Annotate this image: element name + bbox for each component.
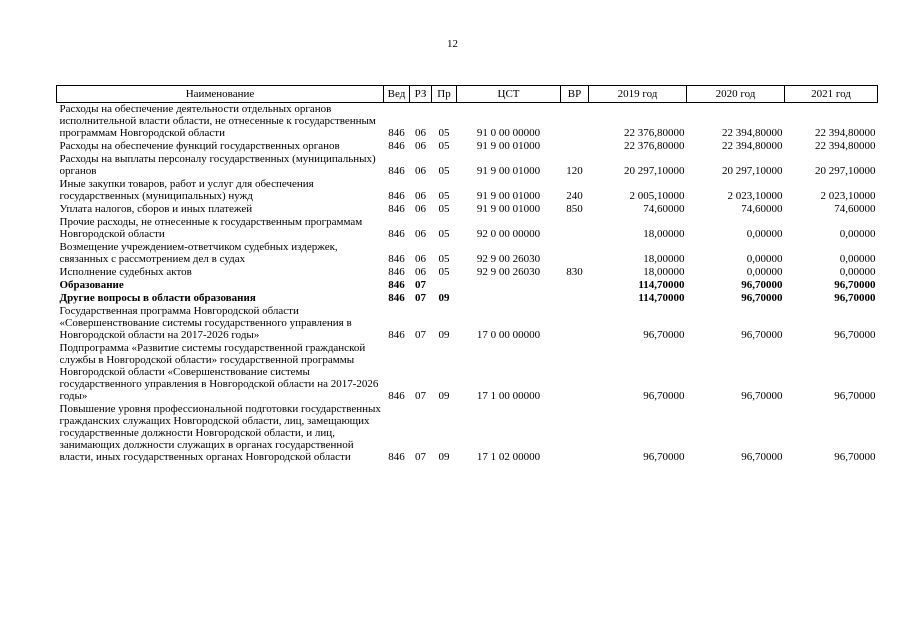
row-vr-cell: 850: [566, 203, 583, 215]
row-2020-cell: 22 394,80000: [722, 140, 783, 152]
row-ved-cell: 846: [388, 329, 405, 341]
header-rz: РЗ: [410, 86, 432, 103]
row-name-cell: Расходы на выплаты персоналу государственных (муниципальных) органов: [59, 153, 376, 177]
row-2020-cell: 96,70000: [741, 390, 783, 402]
row-name-cell: Другие вопросы в области образования: [59, 292, 256, 304]
row-2021-cell: 0,00000: [839, 253, 876, 265]
row-name-cell: Иные закупки товаров, работ и услуг для обеспечения государственных (муниципальных) нужд: [59, 178, 314, 202]
row-name-cell: Расходы на обеспечение деятельности отдельных органов исполнительной власти области, не отнесенные к государственным программам Новгородской области: [59, 103, 376, 139]
row-rz-cell: 07: [415, 279, 426, 291]
page-number: 12: [447, 38, 458, 50]
row-pr-cell: 09: [438, 390, 450, 402]
row-pr-cell: 05: [438, 203, 450, 215]
table-row: [57, 216, 878, 241]
row-name-cell: Подпрограмма «Развитие системы государственной гражданской службы в Новгородской области» государственной программы Новгородской области «Совершенствование системы государственного управления в Новгородской области на 2017-2026 годы»: [59, 342, 379, 402]
row-cst-cell: 91 9 00 01000: [476, 140, 541, 152]
row-2021-cell: 22 394,80000: [815, 127, 876, 139]
table-row: [57, 305, 878, 342]
row-cst-cell: 91 9 00 01000: [476, 203, 541, 215]
row-vr-cell: [561, 241, 589, 266]
row-vr-cell: [561, 103, 589, 141]
row-2019-cell: 96,70000: [643, 451, 685, 463]
row-2021-cell: 96,70000: [834, 390, 876, 402]
row-2021-cell: 96,70000: [834, 451, 876, 463]
header-2021: 2021 год: [785, 86, 878, 103]
row-cst-cell: [457, 279, 561, 292]
row-2021-cell: 96,70000: [834, 279, 876, 291]
row-2019-cell: 96,70000: [643, 390, 685, 402]
row-pr-cell: 05: [438, 140, 450, 152]
row-2019-cell: 20 297,10000: [624, 165, 685, 177]
table-row: [57, 103, 878, 141]
row-rz-cell: 07: [415, 451, 426, 463]
row-2021-cell: 74,60000: [834, 203, 876, 215]
row-cst-cell: 92 9 00 26030: [476, 253, 541, 265]
row-ved-cell: 846: [388, 140, 405, 152]
row-2020-cell: 0,00000: [746, 266, 783, 278]
row-rz-cell: 06: [415, 165, 426, 177]
row-vr-cell: [561, 342, 589, 403]
row-name-cell: Образование: [59, 279, 124, 291]
row-cst-cell: 91 0 00 00000: [476, 127, 541, 139]
row-ved-cell: 846: [388, 279, 405, 291]
row-name-cell: Возмещение учреждением-ответчиком судебных издержек, связанных с рассмотрением дел в судах: [59, 241, 338, 265]
row-pr-cell: 05: [438, 228, 450, 240]
table-row: [57, 342, 878, 403]
row-cst-cell: 91 9 00 01000: [476, 190, 541, 202]
row-rz-cell: 07: [415, 329, 426, 341]
row-2019-cell: 22 376,80000: [624, 127, 685, 139]
table-row: [57, 292, 878, 305]
row-2019-cell: 18,00000: [643, 266, 685, 278]
table-row: [57, 140, 878, 153]
row-rz-cell: 06: [415, 140, 426, 152]
row-2021-cell: 0,00000: [839, 266, 876, 278]
row-2020-cell: 96,70000: [741, 329, 783, 341]
row-2019-cell: 18,00000: [643, 228, 685, 240]
row-name-cell: Уплата налогов, сборов и иных платежей: [59, 203, 253, 215]
row-2021-cell: 2 023,10000: [820, 190, 876, 202]
row-cst-cell: [457, 292, 561, 305]
row-name-cell: Расходы на обеспечение функций государственных органов: [59, 140, 340, 152]
row-ved-cell: 846: [388, 190, 405, 202]
row-rz-cell: 07: [415, 292, 426, 304]
header-ved: Вед: [384, 86, 410, 103]
row-2020-cell: 0,00000: [746, 228, 783, 240]
row-2020-cell: 96,70000: [741, 279, 783, 291]
row-2020-cell: 0,00000: [746, 253, 783, 265]
row-cst-cell: 91 9 00 01000: [476, 165, 541, 177]
row-pr-cell: 05: [438, 127, 450, 139]
row-2021-cell: 0,00000: [839, 228, 876, 240]
row-pr-cell: 05: [438, 165, 450, 177]
row-rz-cell: 06: [415, 253, 426, 265]
row-vr-cell: [561, 403, 589, 464]
header-2020: 2020 год: [687, 86, 785, 103]
row-2021-cell: 96,70000: [834, 329, 876, 341]
row-cst-cell: 92 9 00 26030: [476, 266, 541, 278]
row-ved-cell: 846: [388, 292, 405, 304]
row-name-cell: Повышение уровня профессиональной подготовки государственных гражданских служащих Новгородской области, лиц, замещающих государственные должности Новгородской области, и лиц, занимающих должности служащих в органах государственной власти, иных государственных органах Новгородской области: [59, 403, 381, 463]
row-2020-cell: 96,70000: [741, 451, 783, 463]
row-2020-cell: 22 394,80000: [722, 127, 783, 139]
table-row: [57, 153, 878, 178]
header-name: Наименование: [57, 86, 384, 103]
row-vr-cell: [561, 292, 589, 305]
row-ved-cell: 846: [388, 127, 405, 139]
table-row: [57, 266, 878, 279]
row-pr-cell: [432, 279, 457, 292]
row-pr-cell: 05: [438, 253, 450, 265]
header-vr: ВР: [561, 86, 589, 103]
row-cst-cell: 17 1 00 00000: [476, 390, 541, 402]
row-pr-cell: 09: [438, 292, 450, 304]
row-vr-cell: [561, 305, 589, 342]
row-name-cell: Прочие расходы, не отнесенные к государственным программам Новгородской области: [59, 216, 363, 240]
row-vr-cell: 240: [566, 190, 583, 202]
row-ved-cell: 846: [388, 228, 405, 240]
row-vr-cell: 120: [566, 165, 583, 177]
row-2019-cell: 22 376,80000: [624, 140, 685, 152]
table-row: [57, 178, 878, 203]
row-name-cell: Государственная программа Новгородской области «Совершенствование системы государственного управления в Новгородской области на 2017-2026 годы»: [59, 305, 352, 341]
row-2019-cell: 74,60000: [643, 203, 685, 215]
row-ved-cell: 846: [388, 390, 405, 402]
row-vr-cell: [561, 279, 589, 292]
row-2019-cell: 114,70000: [638, 279, 685, 291]
row-rz-cell: 06: [415, 127, 426, 139]
row-ved-cell: 846: [388, 253, 405, 265]
row-ved-cell: 846: [388, 451, 405, 463]
row-vr-cell: 830: [566, 266, 583, 278]
row-ved-cell: 846: [388, 203, 405, 215]
row-vr-cell: [561, 140, 589, 153]
row-2021-cell: 96,70000: [834, 292, 876, 304]
row-cst-cell: 17 0 00 00000: [476, 329, 541, 341]
row-cst-cell: 17 1 02 00000: [476, 451, 541, 463]
row-2019-cell: 18,00000: [643, 253, 685, 265]
table-row: [57, 403, 878, 464]
row-2019-cell: 2 005,10000: [629, 190, 685, 202]
row-rz-cell: 06: [415, 203, 426, 215]
row-rz-cell: 06: [415, 228, 426, 240]
row-rz-cell: 07: [415, 390, 426, 402]
header-cst: ЦСТ: [457, 86, 561, 103]
row-cst-cell: 92 0 00 00000: [476, 228, 541, 240]
row-rz-cell: 06: [415, 266, 426, 278]
table-row: [57, 241, 878, 266]
row-2019-cell: 96,70000: [643, 329, 685, 341]
table-row: [57, 203, 878, 216]
row-pr-cell: 09: [438, 329, 450, 341]
table-header-row: [57, 86, 878, 103]
row-2020-cell: 74,60000: [741, 203, 783, 215]
row-pr-cell: 05: [438, 266, 450, 278]
header-2019: 2019 год: [589, 86, 687, 103]
row-pr-cell: 05: [438, 190, 450, 202]
row-2019-cell: 114,70000: [638, 292, 685, 304]
row-vr-cell: [561, 216, 589, 241]
budget-table: [56, 85, 878, 464]
row-2020-cell: 2 023,10000: [727, 190, 783, 202]
row-2020-cell: 20 297,10000: [722, 165, 783, 177]
row-rz-cell: 06: [415, 190, 426, 202]
row-2021-cell: 22 394,80000: [815, 140, 876, 152]
row-name-cell: Исполнение судебных актов: [59, 266, 192, 278]
row-pr-cell: 09: [438, 451, 450, 463]
table-row: [57, 279, 878, 292]
row-2021-cell: 20 297,10000: [815, 165, 876, 177]
row-ved-cell: 846: [388, 266, 405, 278]
row-ved-cell: 846: [388, 165, 405, 177]
row-2020-cell: 96,70000: [741, 292, 783, 304]
header-pr: Пр: [432, 86, 457, 103]
